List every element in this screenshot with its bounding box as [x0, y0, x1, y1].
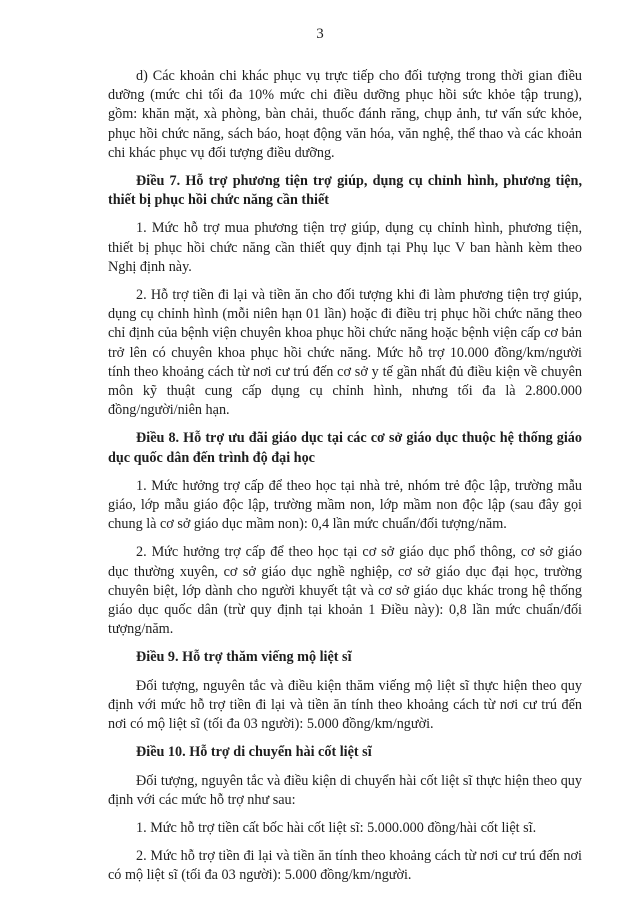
article-10-heading: Điều 10. Hỗ trợ di chuyển hài cốt liệt sĩ	[136, 744, 372, 761]
article-9-heading: Điều 9. Hỗ trợ thăm viếng mộ liệt sĩ	[136, 649, 352, 666]
article-8-clause-1: 1. Mức hưởng trợ cấp để theo học tại nhà trẻ, nhóm trẻ độc lập, trường mẫu giáo, lớp mẫu giáo độc lập, trường mầm non, lớp mầm non độc lập (sau đây gọi chung là cơ sở giáo dục mầm non): 0,4 lần mức chuẩn/đối tượng/năm.	[108, 477, 582, 533]
article-7-heading: Điều 7. Hỗ trợ phương tiện trợ giúp, dụng cụ chỉnh hình, phương tiện, thiết bị phục hồi chức năng cần thiết	[108, 173, 582, 209]
article-9-body: Đối tượng, nguyên tắc và điều kiện thăm viếng mộ liệt sĩ thực hiện theo quy định với mức hỗ trợ tiền đi lại và tiền ăn tính theo khoảng cách từ nơi cư trú đến nơi có mộ liệt sĩ (tối đa 03 người): 5.000 đồng/km/người.	[108, 677, 582, 733]
article-7-clause-1: 1. Mức hỗ trợ mua phương tiện trợ giúp, dụng cụ chỉnh hình, phương tiện, thiết bị phục hồi chức năng cần thiết quy định tại Phụ lục V ban hành kèm theo Nghị định này.	[108, 220, 582, 275]
article-8-clause-2: 2. Mức hưởng trợ cấp để theo học tại cơ sở giáo dục phổ thông, cơ sở giáo dục thường xuyên, cơ sở giáo dục nghề nghiệp, cơ sở giáo dục đại học, trường chuyên biệt, lớp dành cho người khuyết tật và cơ sở giáo dục khác trong hệ thống giáo dục quốc dân (trừ quy định tại khoản 1 Điều này): 0,8 lần mức chuẩn/đối tượng/năm.	[108, 544, 582, 638]
article-10-clause-1: 1. Mức hỗ trợ tiền cất bốc hài cốt liệt sĩ: 5.000.000 đồng/hài cốt liệt sĩ.	[136, 819, 537, 836]
article-10-clause-2: 2. Mức hỗ trợ tiền đi lại và tiền ăn tính theo khoảng cách từ nơi cư trú đến nơi có mộ liệt sĩ (tối đa 03 người): 5.000 đồng/km/người.	[108, 848, 582, 884]
article-7-clause-2: 2. Hỗ trợ tiền đi lại và tiền ăn cho đối tượng khi đi làm phương tiện trợ giúp, dụng cụ chỉnh hình (mỗi niên hạn 01 lần) hoặc đi điều trị phục hồi chức năng theo chỉ định của bệnh viện chuyên khoa phục hồi chức năng hoặc bệnh viện cấp cơ bản trở lên có chuyên khoa phục hồi chức năng. Mức hỗ trợ 10.000 đồng/km/người tính theo khoảng cách từ nơi cư trú đến cơ sở y tế gần nhất đủ điều kiện về chuyên môn kỹ thuật cung cấp dụng cụ chỉnh hình, nhưng tối đa là 2.800.000 đồng/người/niên hạn.	[108, 287, 582, 419]
paragraph-item-d: d) Các khoản chi khác phục vụ trực tiếp cho đối tượng trong thời gian điều dưỡng (mức chi tối đa 10% mức chi điều dưỡng phục hồi sức khỏe tập trung), gồm: khăn mặt, xà phòng, bàn chải, thuốc đánh răng, chụp ảnh, tư vấn sức khỏe, phục hồi chức năng, sách báo, hoạt động văn hóa, văn nghệ, thể thao và các khoản chi khác phục vụ đối tượng điều dưỡng.	[108, 68, 582, 161]
article-10-intro: Đối tượng, nguyên tắc và điều kiện di chuyển hài cốt liệt sĩ thực hiện theo quy định với các mức hỗ trợ như sau:	[108, 772, 582, 808]
article-8-heading: Điều 8. Hỗ trợ ưu đãi giáo dục tại các cơ sở giáo dục thuộc hệ thống giáo dục quốc dân đến trình độ đại học	[108, 430, 582, 466]
page-number: 3	[316, 26, 324, 42]
